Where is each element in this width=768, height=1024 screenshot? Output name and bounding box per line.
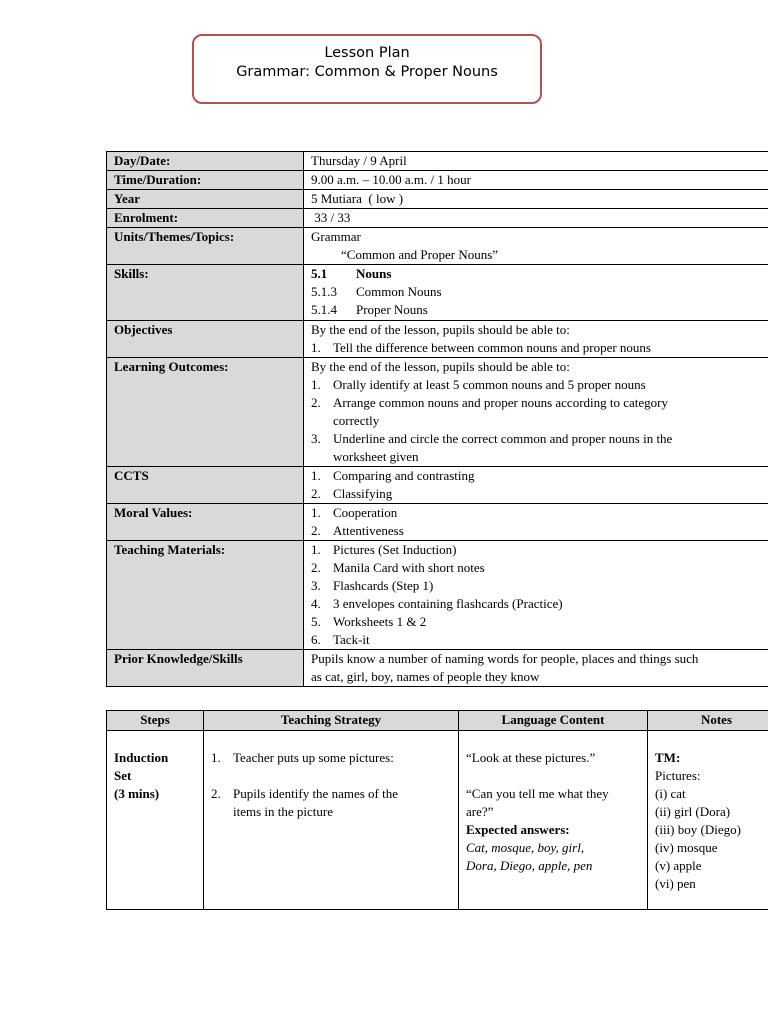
label-materials: Teaching Materials: [107, 541, 304, 650]
steps-header-row [107, 711, 768, 731]
notes-item: (iv) mosque [655, 840, 718, 855]
row-units [107, 228, 768, 265]
prior-line-1: Pupils know a number of naming words for people, places and things such [311, 651, 699, 666]
header-strategy: Teaching Strategy [204, 711, 459, 731]
value-year: 5 Mutiara ( low ) [304, 190, 768, 209]
step-name [107, 731, 204, 910]
step-name-line-2: Set [114, 768, 132, 783]
objectives-intro: By the end of the lesson, pupils should be able to: [311, 322, 570, 337]
strategy-item-cont: items in the picture [233, 804, 334, 819]
material-item: 1. Pictures (Set Induction) [311, 542, 457, 557]
skill-item: 5.1.3 Common Nouns [311, 284, 442, 299]
row-outcomes [107, 358, 768, 467]
label-ccts: CCTS [107, 467, 304, 504]
value-time: 9.00 a.m. – 10.00 a.m. / 1 hour [304, 171, 768, 190]
notes-item: (iii) boy (Diego) [655, 822, 741, 837]
row-moral [107, 504, 768, 541]
material-item: 6. Tack-it [311, 632, 370, 647]
objective-item: 1. Tell the difference between common nouns and proper nouns [311, 340, 651, 355]
expected-answers-label: Expected answers: [466, 822, 570, 837]
notes-item: (vi) pen [655, 876, 696, 891]
material-item: 4. 3 envelopes containing flashcards (Practice) [311, 596, 563, 611]
label-objectives: Objectives [107, 321, 304, 358]
notes-cell [648, 731, 768, 910]
notes-pictures-label: Pictures: [655, 768, 701, 783]
label-enrolment: Enrolment: [107, 209, 304, 228]
material-item: 3. Flashcards (Step 1) [311, 578, 434, 593]
row-materials [107, 541, 768, 650]
value-prior [304, 650, 768, 687]
header-steps: Steps [107, 711, 204, 731]
lesson-info-table [106, 151, 768, 687]
language-q1: “Look at these pictures.” [466, 750, 596, 765]
value-units [304, 228, 768, 265]
row-year [107, 190, 768, 209]
value-ccts [304, 467, 768, 504]
language-q2-line-1: “Can you tell me what they [466, 786, 609, 801]
header-language: Language Content [459, 711, 648, 731]
step-name-line-1: Induction [114, 750, 169, 765]
row-day-date [107, 152, 768, 171]
prior-line-2: as cat, girl, boy, names of people they know [311, 669, 540, 684]
label-time: Time/Duration: [107, 171, 304, 190]
step-duration: (3 mins) [114, 786, 160, 801]
value-day-date: Thursday / 9 April [304, 152, 768, 171]
value-materials [304, 541, 768, 650]
language-q2-line-2: are?” [466, 804, 494, 819]
label-units: Units/Themes/Topics: [107, 228, 304, 265]
notes-item: (i) cat [655, 786, 686, 801]
moral-item: 2. Attentiveness [311, 523, 404, 538]
outcomes-intro: By the end of the lesson, pupils should be able to: [311, 359, 570, 374]
value-moral [304, 504, 768, 541]
value-skills [304, 265, 768, 321]
row-skills [107, 265, 768, 321]
label-moral: Moral Values: [107, 504, 304, 541]
row-ccts [107, 467, 768, 504]
row-prior [107, 650, 768, 687]
moral-item: 1. Cooperation [311, 505, 398, 520]
outcome-item-cont: worksheet given [333, 449, 419, 464]
notes-tm-label: TM: [655, 750, 681, 765]
row-enrolment [107, 209, 768, 228]
label-year: Year [107, 190, 304, 209]
notes-item: (ii) girl (Dora) [655, 804, 731, 819]
expected-answers-line-2: Dora, Diego, apple, pen [466, 858, 593, 873]
material-item: 2. Manila Card with short notes [311, 560, 485, 575]
notes-item: (v) apple [655, 858, 702, 873]
header-notes: Notes [648, 711, 768, 731]
title-line-2: Grammar: Common & Proper Nouns [236, 64, 498, 80]
steps-table [106, 710, 768, 910]
ccts-item: 2. Classifying [311, 486, 393, 501]
outcome-item: 1. Orally identify at least 5 common nouns and 5 proper nouns [311, 377, 646, 392]
value-outcomes [304, 358, 768, 467]
label-outcomes: Learning Outcomes: [107, 358, 304, 467]
skill-item: 5.1 Nouns [311, 266, 392, 281]
expected-answers-line-1: Cat, mosque, boy, girl, [466, 840, 585, 855]
step-row-induction [107, 731, 768, 910]
value-enrolment: 33 / 33 [304, 209, 768, 228]
outcome-item-cont: correctly [333, 413, 380, 428]
label-skills: Skills: [107, 265, 304, 321]
strategy-cell [204, 731, 459, 910]
title-box [192, 34, 542, 104]
units-line-2: “Common and Proper Nouns” [341, 247, 499, 262]
title-line-1: Lesson Plan [324, 45, 410, 61]
skill-item: 5.1.4 Proper Nouns [311, 302, 428, 317]
value-objectives [304, 321, 768, 358]
row-time [107, 171, 768, 190]
strategy-item: 1. Teacher puts up some pictures: [211, 750, 394, 765]
row-objectives [107, 321, 768, 358]
label-day-date: Day/Date: [107, 152, 304, 171]
units-line-1: Grammar [311, 229, 361, 244]
material-item: 5. Worksheets 1 & 2 [311, 614, 427, 629]
label-prior: Prior Knowledge/Skills [107, 650, 304, 687]
outcome-item: 3. Underline and circle the correct common and proper nouns in the [311, 431, 673, 446]
outcome-item: 2. Arrange common nouns and proper nouns according to category [311, 395, 669, 410]
language-cell [459, 731, 648, 910]
ccts-item: 1. Comparing and contrasting [311, 468, 475, 483]
strategy-item: 2. Pupils identify the names of the [211, 786, 399, 801]
